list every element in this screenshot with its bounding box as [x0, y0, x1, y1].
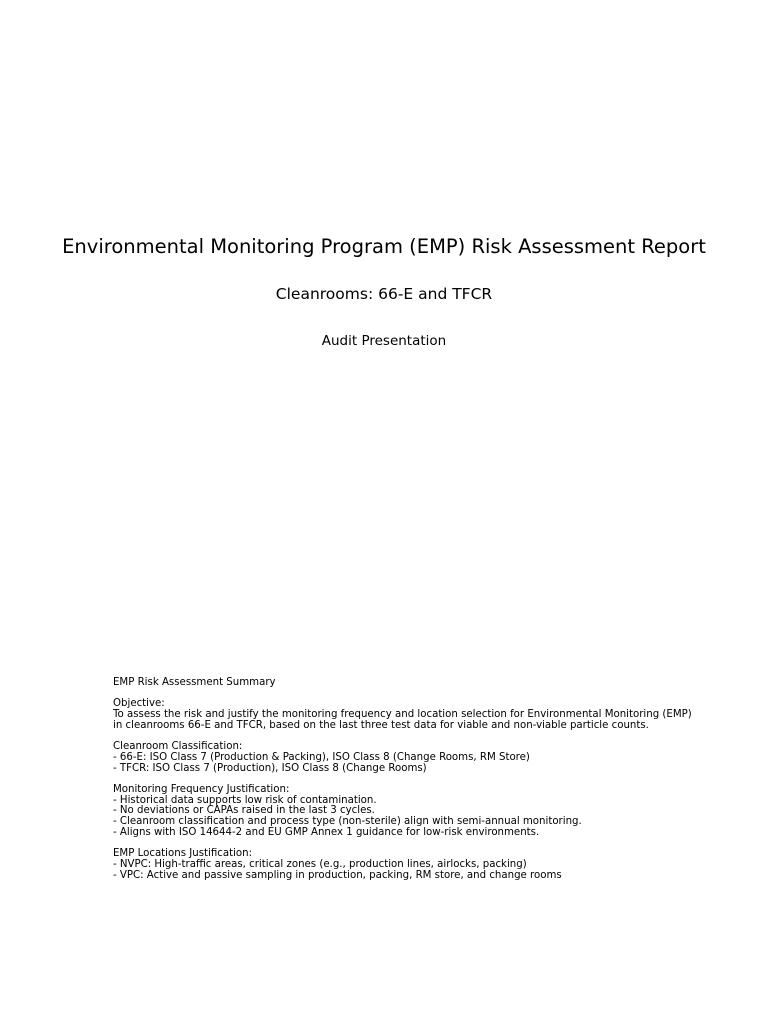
summary-heading: EMP Risk Assessment Summary — [113, 677, 276, 688]
presentation-label: Audit Presentation — [321, 333, 447, 349]
report-title: Environmental Monitoring Program (EMP) Risk Assessment Report — [62, 235, 706, 258]
objective-label: Objective: — [113, 698, 165, 710]
classification-line: - TFCR: ISO Class 7 (Production), ISO Class 8 (Change Rooms) — [113, 762, 427, 774]
locations-line: - VPC: Active and passive sampling in production, packing, RM store, and change rooms — [113, 869, 562, 881]
objective-line: in cleanrooms 66-E and TFCR, based on the last three test data for viable and non-viable particle counts. — [113, 719, 649, 731]
frequency-line: - Cleanroom classification and process type (non-sterile) align with semi-annual monitoring. — [113, 816, 582, 828]
frequency-line: - No deviations or CAPAs raised in the last 3 cycles. — [113, 805, 375, 817]
locations-label: EMP Locations Justification: — [113, 848, 253, 860]
report-subtitle: Cleanrooms: 66-E and TFCR — [275, 285, 493, 303]
spacer — [113, 689, 713, 700]
risk-assessment-summary — [113, 678, 713, 881]
classification-line: - 66-E: ISO Class 7 (Production & Packing), ISO Class 8 (Change Rooms, RM Store) — [113, 751, 530, 763]
objective-line: To assess the risk and justify the monitoring frequency and location selection for Environmental Monitoring (EMP) — [113, 709, 692, 721]
locations-line: - NVPC: High-traffic areas, critical zones (e.g., production lines, airlocks, packing) — [113, 858, 527, 870]
classification-label: Cleanroom Classification: — [113, 741, 243, 753]
frequency-line: - Aligns with ISO 14644-2 and EU GMP Annex 1 guidance for low-risk environments. — [113, 826, 540, 838]
frequency-label: Monitoring Frequency Justification: — [113, 783, 290, 795]
frequency-line: - Historical data supports low risk of contamination. — [113, 794, 377, 806]
